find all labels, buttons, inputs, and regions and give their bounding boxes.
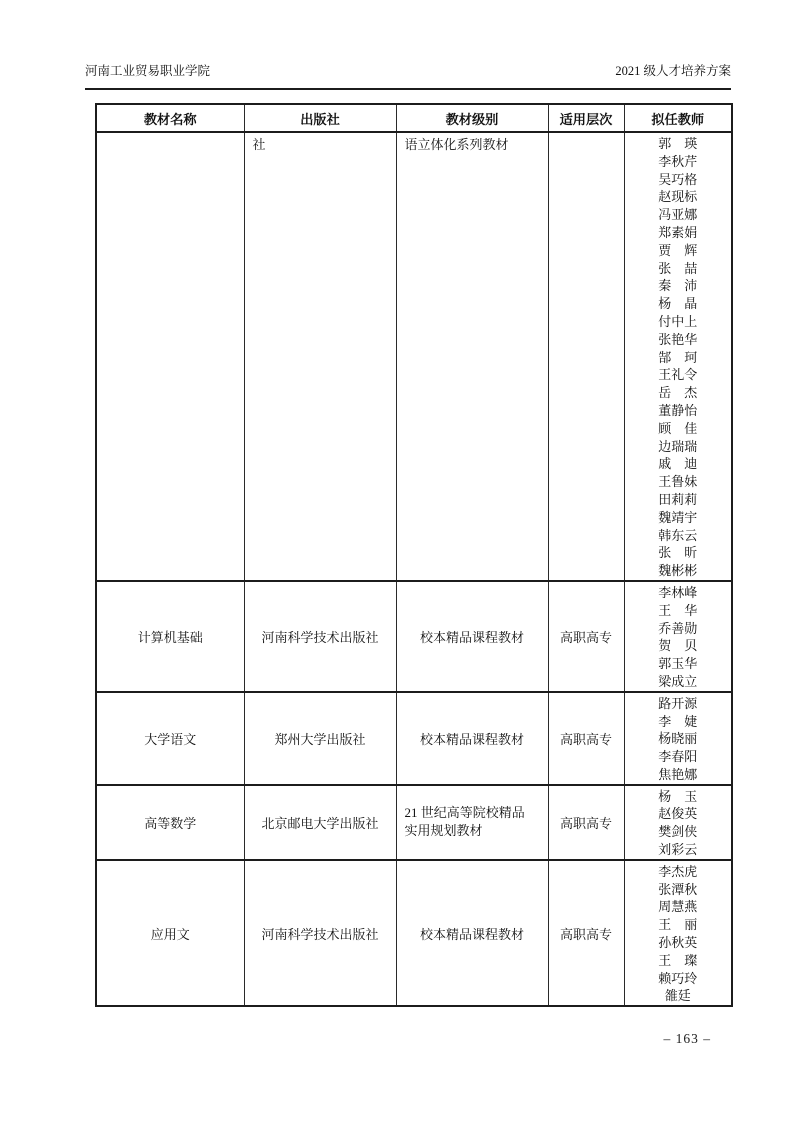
cell-teachers — [624, 581, 732, 692]
teacher-name: 郭玉华 — [658, 656, 698, 672]
level-line-1: 21 世纪高等院校精品 — [404, 804, 525, 820]
teacher-name: 顾 佳 — [658, 420, 698, 436]
header-school-name: 河南工业贸易职业学院 — [85, 64, 211, 78]
cell-publisher: 河南科学技术出版社 — [244, 860, 396, 1006]
teacher-name: 杨 晶 — [658, 296, 698, 312]
teacher-name: 雒廷 — [664, 988, 691, 1004]
teacher-name: 王 丽 — [658, 917, 698, 933]
cell-publisher: 社 — [244, 132, 396, 581]
teacher-name: 李杰虎 — [658, 863, 698, 879]
teacher-name: 秦 沛 — [658, 278, 698, 294]
teacher-name: 乔善勋 — [658, 620, 698, 636]
cell-tier: 高职高专 — [548, 785, 624, 860]
col-header-textbook-name: 教材名称 — [96, 104, 244, 132]
teacher-name: 张 昕 — [658, 545, 698, 561]
col-header-publisher: 出版社 — [244, 104, 396, 132]
cell-level: 校本精品课程教材 — [396, 692, 548, 785]
teacher-name: 王 华 — [658, 602, 698, 618]
teacher-name: 杨晓丽 — [658, 731, 698, 747]
cell-teachers — [624, 785, 732, 860]
teacher-name: 郑素娟 — [658, 224, 698, 240]
teacher-name: 冯亚娜 — [658, 207, 698, 223]
teacher-name: 贾 辉 — [658, 242, 698, 258]
teacher-name: 梁成立 — [658, 673, 698, 689]
teacher-name: 赵俊英 — [658, 806, 698, 822]
teacher-list — [625, 695, 732, 784]
teacher-name: 王 璨 — [658, 952, 698, 968]
table-row-advanced-math — [96, 785, 732, 860]
table-header-row — [96, 104, 732, 132]
cell-name: 计算机基础 — [96, 581, 244, 692]
teacher-name: 李春阳 — [658, 749, 698, 765]
cell-level — [396, 785, 548, 860]
teacher-name: 郭 瑛 — [658, 136, 698, 151]
teacher-name: 焦艳娜 — [658, 766, 698, 782]
teacher-name: 付中上 — [658, 313, 698, 329]
cell-name: 大学语文 — [96, 692, 244, 785]
cell-publisher: 郑州大学出版社 — [244, 692, 396, 785]
cell-name: 高等数学 — [96, 785, 244, 860]
teacher-name: 杨 玉 — [658, 788, 698, 804]
teacher-name: 韩东云 — [658, 527, 698, 543]
level-line-2: 实用规划教材 — [404, 823, 483, 839]
table-row-applied-writing — [96, 860, 732, 1006]
teacher-list — [625, 863, 732, 1005]
teacher-name: 魏靖宇 — [658, 509, 698, 525]
teacher-name: 路开源 — [658, 695, 698, 711]
col-header-level: 教材级别 — [396, 104, 548, 132]
teacher-name: 赖巧玲 — [658, 970, 698, 986]
teacher-name: 郜 珂 — [658, 349, 698, 365]
page-number: – 163 – — [663, 1031, 711, 1046]
teacher-name: 吴巧格 — [658, 171, 698, 187]
textbook-table — [95, 103, 733, 1007]
teacher-list — [625, 584, 732, 691]
cell-level: 语立体化系列教材 — [396, 132, 548, 581]
cell-teachers — [624, 132, 732, 581]
teacher-name: 周慧燕 — [658, 899, 698, 915]
cell-level: 校本精品课程教材 — [396, 860, 548, 1006]
col-header-tier: 适用层次 — [548, 104, 624, 132]
page-header — [85, 61, 731, 90]
table-row-continuation — [96, 132, 732, 581]
teacher-name: 张艳华 — [658, 331, 698, 347]
table-row-college-chinese — [96, 692, 732, 785]
teacher-name: 王礼令 — [658, 367, 698, 383]
teacher-name: 张潭秋 — [658, 881, 698, 897]
cell-level: 校本精品课程教材 — [396, 581, 548, 692]
cell-publisher: 北京邮电大学出版社 — [244, 785, 396, 860]
teacher-name: 魏彬彬 — [658, 563, 698, 579]
cell-tier: 高职高专 — [548, 581, 624, 692]
teacher-name: 边瑞瑞 — [658, 438, 698, 454]
teacher-name: 李 婕 — [658, 713, 698, 729]
cell-tier: 高职高专 — [548, 860, 624, 1006]
cell-publisher: 河南科学技术出版社 — [244, 581, 396, 692]
teacher-list — [625, 135, 732, 580]
cell-teachers — [624, 692, 732, 785]
teacher-name: 董静怡 — [658, 402, 698, 418]
teacher-name: 戚 迪 — [658, 456, 698, 472]
teacher-name: 王鲁妹 — [658, 474, 698, 490]
teacher-name: 张 喆 — [658, 260, 698, 276]
header-plan-title: 2021 级人才培养方案 — [615, 64, 731, 78]
cell-name — [96, 132, 244, 581]
teacher-name: 贺 贝 — [658, 638, 698, 654]
cell-name: 应用文 — [96, 860, 244, 1006]
teacher-name: 刘彩云 — [658, 842, 698, 858]
table-row-computer-basics — [96, 581, 732, 692]
teacher-name: 孙秋英 — [658, 935, 698, 951]
teacher-list — [625, 788, 732, 859]
teacher-name: 李秋芹 — [658, 153, 698, 169]
cell-teachers — [624, 860, 732, 1006]
teacher-name: 李林峰 — [658, 584, 698, 600]
cell-tier — [548, 132, 624, 581]
col-header-teachers: 拟任教师 — [624, 104, 732, 132]
teacher-name: 赵现标 — [658, 189, 698, 205]
cell-tier: 高职高专 — [548, 692, 624, 785]
teacher-name: 田莉莉 — [658, 491, 698, 507]
teacher-name: 岳 杰 — [658, 385, 698, 401]
teacher-name: 樊剑侠 — [658, 824, 698, 840]
